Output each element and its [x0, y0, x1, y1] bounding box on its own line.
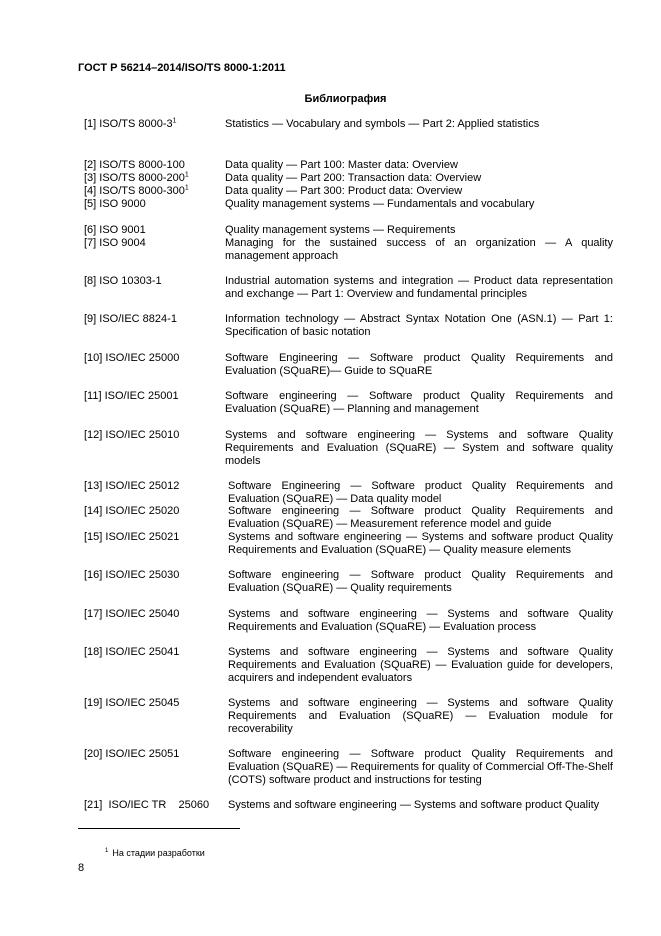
bib-desc: Data quality — Part 200: Transaction data: Overview: [225, 172, 482, 184]
bib-desc: Systems and software engineering — Systems and software product Quality: [228, 799, 600, 811]
bib-ref: [12] ISO/IEC 25010: [84, 429, 180, 441]
bib-desc: Software engineering — Software product Quality Requirements and Evaluation (SQuaRE) — Quality requirements: [228, 569, 613, 594]
bib-desc: Quality management systems — Requirements: [225, 224, 456, 236]
footnote-separator: [78, 828, 240, 829]
bib-desc: Data quality — Part 100: Master data: Overview: [225, 159, 458, 171]
bib-desc: Managing for the sustained success of an organization — A quality management approach: [225, 237, 613, 262]
bib-ref: [16] ISO/IEC 25030: [84, 569, 180, 581]
bib-desc: Systems and software engineering — Systems and software product Quality Requirements and Evaluation (SQuaRE) — Quality measure elements: [228, 531, 613, 556]
bib-desc: Industrial automation systems and integration — Product data representation and exchange — Part 1: Overview and fundamental principles: [225, 275, 613, 300]
bib-desc: Systems and software engineering — Systems and software Quality Requirements and Evaluation (SQuaRE) — Evaluation guide for developers, acquirers and independent evaluators: [228, 646, 613, 684]
footnote: [105, 848, 205, 858]
footnote-mark: 1: [105, 848, 109, 854]
bib-ref: [10] ISO/IEC 25000: [84, 352, 180, 364]
bib-ref: [14] ISO/IEC 25020: [84, 505, 180, 517]
bib-ref: [2] ISO/TS 8000-100: [84, 159, 185, 171]
bib-desc: Software engineering — Software product Quality Requirements and Evaluation (SQuaRE) — Measurement reference model and guide: [228, 505, 613, 530]
bib-desc: Quality management systems — Fundamentals and vocabulary: [225, 198, 535, 210]
bib-ref: [11] ISO/IEC 25001: [84, 390, 179, 402]
bib-desc: Systems and software engineering — Systems and software Quality Requirements and Evaluation (SQuaRE) — System and software quality models: [225, 429, 613, 467]
bib-desc: Systems and software engineering — Systems and software Quality Requirements and Evaluation (SQuaRE) — Evaluation process: [228, 608, 613, 633]
bib-ref: [13] ISO/IEC 25012: [84, 480, 180, 492]
bib-ref: [8] ISO 10303-1: [84, 275, 162, 287]
bib-ref: [4] ISO/TS $8000-300^1$: [84, 184, 189, 197]
bib-ref: [3] ISO/TS $8000-200^1$: [84, 171, 189, 184]
bib-desc: Information technology — Abstract Syntax Notation One (ASN.1) — Part 1: Specification of basic notation: [225, 313, 613, 338]
bib-ref: [18] ISO/IEC 25041: [84, 646, 180, 658]
bib-ref: [15] ISO/IEC 25021: [84, 531, 180, 543]
page-number: 8: [78, 862, 85, 874]
bib-ref: [20] ISO/IEC 25051: [84, 748, 180, 760]
bib-desc: Data quality — Part 300: Product data: Overview: [225, 185, 463, 197]
bib-ref: [9] ISO/IEC 8824-1: [84, 313, 177, 325]
bib-desc: Software engineering — Software product Quality Requirements and Evaluation (SQuaRE) — Requirements for quality of Commercial Off-The-Shelf (COTS) software product and instructions for testing: [228, 748, 613, 786]
bib-ref: [17] ISO/IEC 25040: [84, 608, 180, 620]
document-header: ГОСТ Р 56214–2014/ISO/TS 8000-1:2011: [78, 62, 286, 74]
section-title: Библиография: [304, 93, 387, 105]
bib-desc: Systems and software engineering — Systems and software Quality Requirements and Evaluation (SQuaRE) — Evaluation module for recoverability: [228, 697, 613, 735]
bib-desc: Software engineering — Software product Quality Requirements and Evaluation (SQuaRE) — Planning and management: [225, 390, 613, 415]
bib-ref: [19] ISO/IEC 25045: [84, 697, 180, 709]
bib-ref: [7] ISO 9004: [84, 237, 146, 249]
bib-desc: Software Engineering — Software product Quality Requirements and Evaluation (SQuaRE) — Data quality model: [228, 480, 613, 505]
bib-desc: Statistics — Vocabulary and symbols — Part 2: Applied statistics: [225, 118, 540, 130]
footnote-text: На стадии разработки: [112, 848, 205, 858]
bib-ref: [6] ISO 9001: [84, 224, 146, 236]
bib-ref: [5] ISO 9000: [84, 198, 146, 210]
bib-desc: Software Engineering — Software product Quality Requirements and Evaluation (SQuaRE)— Guide to SQuaRE: [225, 352, 613, 377]
bib-ref: [21] ISO/IEC TR 25060: [84, 799, 210, 811]
bib-ref: [1] ISO/TS $8000-3^1$: [84, 117, 177, 130]
